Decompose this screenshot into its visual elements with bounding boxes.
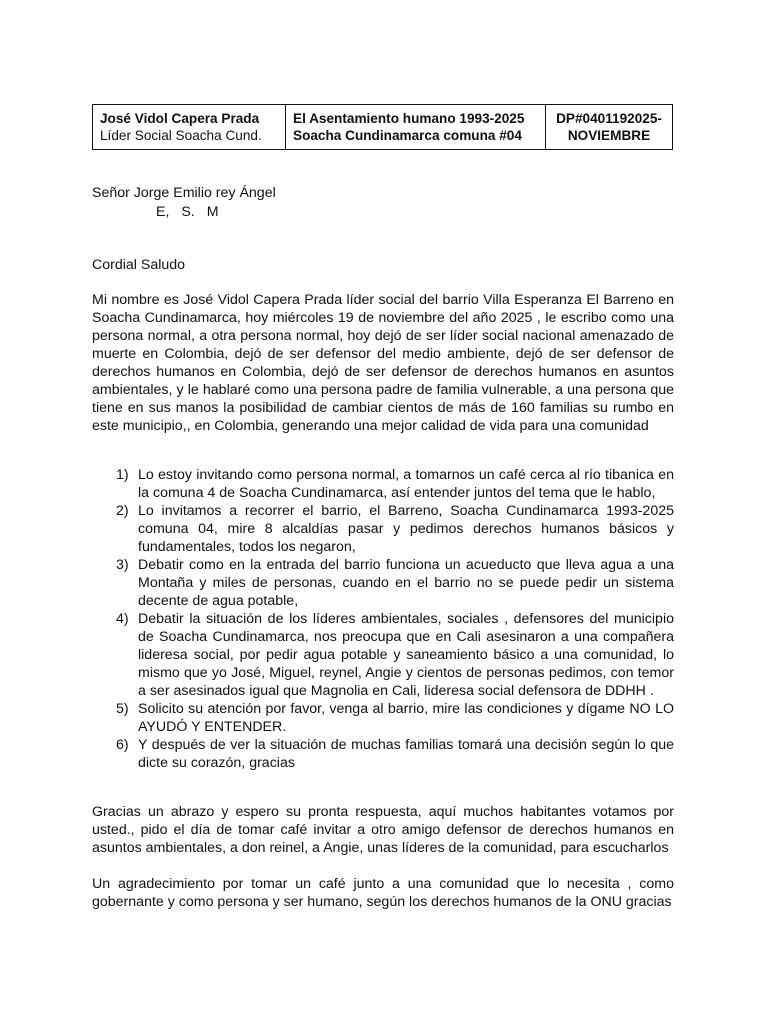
requests-list xyxy=(92,466,674,772)
list-item-number: 1) xyxy=(116,467,129,483)
list-item xyxy=(92,556,674,610)
closing-paragraph-1: Gracias un abrazo y espero su pronta respuesta, aquí muchos habitantes votamos por usted., pido el día de tomar café invitar a otro amigo defensor de derechos humanos en asuntos ambientales, a don reinel, a Angie, unas líderes de la comunidad, para escucharlos xyxy=(92,804,674,856)
author-name: José Vidol Capera Prada xyxy=(100,111,260,126)
list-item-text: Lo invitamos a recorrer el barrio, el Barreno, Soacha Cundinamarca 1993-2025 comuna 04, mire 8 alcaldías pasar y pedimos derechos humanos básicos y fundamentales, todos los negaron, xyxy=(138,503,674,555)
intro-paragraph: Mi nombre es José Vidol Capera Prada líder social del barrio Villa Esperanza El Barreno en Soacha Cundinamarca, hoy miércoles 19 de noviembre del año 2025 , le escribo como una persona normal, a otra persona normal, hoy dejó de ser líder social nacional amenazado de muerte en Colombia, dejó de ser defensor del medio ambiente, dejó de ser defensor de derechos humanos en Colombia, dejó de ser defensor de derechos humanos en asuntos ambientales, y le hablaré como una persona padre de familia vulnerable, a una persona que tiene en sus manos la posibilidad de cambiar cientos de más de 160 familias su rumbo en este municipio,, en Colombia, generando una mejor calidad de vida para una comunidad xyxy=(92,292,674,434)
list-item-number: 3) xyxy=(116,557,129,573)
list-item xyxy=(92,610,674,700)
author-cell xyxy=(93,105,286,150)
closing-paragraph-2: Un agradecimiento por tomar un café junto a una comunidad que lo necesita , como gobernante y como persona y ser humano, según los derechos humanos de la ONU gracias xyxy=(92,876,674,910)
greeting: Cordial Saludo xyxy=(92,257,186,273)
list-item-number: 2) xyxy=(116,503,129,519)
recipient-esm: E, S. M xyxy=(156,204,219,220)
list-item-text: Solicito su atención por favor, venga al barrio, mire las condiciones y dígame NO LO AYUDÓ Y ENTENDER. xyxy=(138,701,674,735)
list-item xyxy=(92,700,674,736)
list-item-number: 4) xyxy=(116,611,129,627)
author-role: Líder Social Soacha Cund. xyxy=(100,128,262,143)
reference-line-1: DP#0401192025- xyxy=(556,111,662,126)
reference-line-2: NOVIEMBRE xyxy=(567,128,651,143)
list-item xyxy=(92,466,674,502)
letter-header-table xyxy=(92,104,673,150)
list-item-text: Y después de ver la situación de muchas familias tomará una decisión según lo que dicte su corazón, gracias xyxy=(138,737,674,771)
list-item xyxy=(92,502,674,556)
subject-line-1: El Asentamiento humano 1993-2025 xyxy=(293,111,525,126)
list-item-text: Debatir como en la entrada del barrio funciona un acueducto que lleva agua a una Montaña y miles de personas, cuando en el barrio no se puede pedir un sistema decente de agua potable, xyxy=(138,557,674,609)
recipient-name: Señor Jorge Emilio rey Ángel xyxy=(92,185,276,201)
list-item-number: 5) xyxy=(116,701,129,717)
subject-line-2: Soacha Cundinamarca comuna #04 xyxy=(293,128,522,143)
list-item-text: Lo estoy invitando como persona normal, a tomarnos un café cerca al río tibanica en la comuna 4 de Soacha Cundinamarca, así entender juntos del tema que le hablo, xyxy=(138,467,674,501)
list-item-text: Debatir la situación de los líderes ambientales, sociales , defensores del municipio de Soacha Cundinamarca, nos preocupa que en Cali asesinaron a una compañera lideresa social, por pedir agua potable y saneamiento básico a una comunidad, lo mismo que yo José, Miguel, reynel, Angie y cientos de personas pedimos, con temor a ser asesinados igual que Magnolia en Cali, lideresa social defensora de DDHH . xyxy=(138,611,674,699)
list-item xyxy=(92,736,674,772)
subject-cell xyxy=(286,105,546,150)
list-item-number: 6) xyxy=(116,737,129,753)
reference-cell xyxy=(546,105,673,150)
